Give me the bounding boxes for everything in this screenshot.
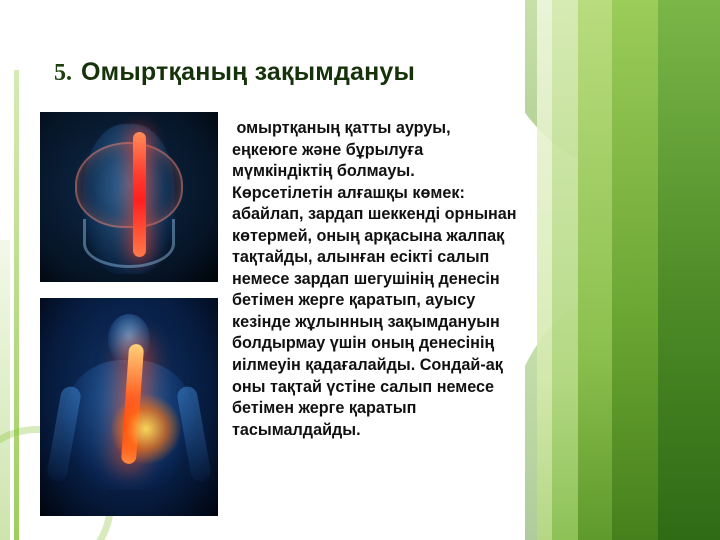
decorative-green-panel xyxy=(525,0,720,540)
left-stripe-light xyxy=(0,240,10,540)
green-band-2 xyxy=(612,0,658,540)
green-band-3 xyxy=(578,0,612,540)
green-band-4 xyxy=(552,0,578,540)
pain-glow xyxy=(111,394,181,464)
pelvis-shape xyxy=(83,219,175,268)
body-text: омыртқаның қатты ауруы, еңкеюге және бұрылуға мүмкіндіктің болмауы. Көрсетілетін алғашқы көмек: абайлап, зардап шеккенді орнынан көтермей, оның арқасына жалпақ тақтайды, алынған есікті салып немесе зардап шегушінің денесін бетімен жерге қаратып, ауысу кезінде жұлынның зақымдануын болдырмау үшін оның денесінің иілмеуін қадағалайды. Сондай-ақ оны тақтай үстіне салып немесе бетімен жерге қаратып тасымалдайды. xyxy=(232,119,522,439)
green-band-5 xyxy=(537,0,552,540)
title-number: 5. xyxy=(54,60,72,86)
spine-pain-bottom-image xyxy=(40,298,218,516)
image-column xyxy=(40,112,218,516)
title-text: Омыртқаның зақымдануы xyxy=(81,58,416,86)
leaf-shape-top xyxy=(525,0,624,170)
leaf-shape-bottom xyxy=(525,300,600,540)
ribcage-shape xyxy=(75,142,183,228)
spine-xray-top-image xyxy=(40,112,218,282)
page-title xyxy=(54,58,415,87)
left-stripe-green xyxy=(14,70,19,540)
green-band-1 xyxy=(658,0,720,540)
